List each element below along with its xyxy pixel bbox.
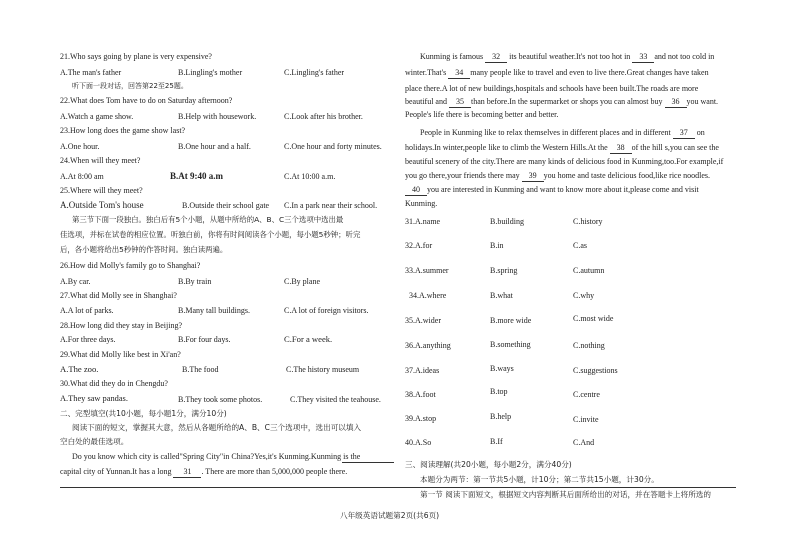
choice-36-b: B.something	[490, 340, 531, 349]
choice-38-c: C.centre	[573, 390, 600, 399]
choice-36-a: 36.A.anything	[405, 341, 451, 350]
blank-40: 40	[405, 185, 427, 196]
q23-option-b: B.One hour and a half.	[178, 142, 251, 151]
p1-l1-pre: Kunming is famous	[420, 52, 486, 61]
p2-l1-pre: People in Kunming like to relax themselves in different places and in different	[420, 128, 673, 137]
p1-l1-post2: and not too cold in	[654, 52, 715, 61]
q21-option-c: C.Lingling's father	[284, 68, 345, 77]
q29-option-a: A.The zoo.	[60, 364, 99, 374]
q24-text: 24.When will they meet?	[60, 156, 141, 165]
q26-option-a: A.By car.	[60, 277, 91, 286]
blank-37: 37	[673, 128, 695, 139]
q22-option-b: B.Help with housework.	[178, 112, 257, 121]
blank-32: 32	[485, 52, 507, 63]
passage-line-2	[60, 467, 347, 478]
p2-l5-post: you are interested in Kunming and want to know more about it,please come and visit	[427, 185, 699, 194]
choice-35-c: C.most wide	[573, 314, 614, 323]
part3-subtitle: 本题分为两节：第一节共5小题，计10分；第二节共15小题，计30分。	[420, 475, 659, 484]
p1-line-1	[420, 52, 714, 63]
page-footer: 八年级英语试题第2页(共6页)	[340, 511, 440, 520]
p2-line-6: Kunming.	[405, 199, 438, 208]
blank-33: 33	[632, 52, 654, 63]
q21-text: 21.Who says going by plane is very expensive?	[60, 52, 212, 61]
choice-38-a: 38.A.foot	[405, 390, 436, 399]
p1-l2-pre: winter.That's	[405, 68, 449, 77]
choice-39-b: B.help	[490, 412, 512, 421]
blank-36: 36	[665, 97, 687, 108]
choice-38-b: B.top	[490, 387, 508, 396]
q24-option-a: A.At 8:00 am	[60, 172, 104, 181]
part2-instruction-line1: 阅读下面的短文，掌握其大意，然后从各题所给的A、B、C三个选项中，选出可以填入	[72, 423, 362, 432]
section1-instruction: 第一节 阅读下面短文，根据短文内容判断其后面所给出的对话，并在答题卡上将所选的	[420, 490, 711, 499]
p1-l4-pre: beautiful and	[405, 97, 449, 106]
choice-37-b: B.ways	[490, 364, 514, 373]
q30-text: 30.What did they do in Chengdu?	[60, 379, 168, 388]
q30-option-b: B.They took some photos.	[178, 395, 263, 404]
p2-line-5	[405, 185, 699, 196]
part2-title: 二、完型填空(共10小题，每小题1分，满分10分)	[60, 409, 227, 418]
p2-l2-pre: holidays.In winter,people like to climb the Western Hills.At the	[405, 143, 610, 152]
blank-34: 34	[448, 68, 470, 79]
passage-line-2-start: capital city of Yunnan.It has a long	[60, 467, 172, 476]
choice-34-b: B.what	[490, 291, 513, 300]
blank-39: 39	[522, 171, 544, 182]
p1-l1-post: its beautiful weather.It's not too hot in	[507, 52, 633, 61]
q28-option-b: B.For four days.	[178, 335, 231, 344]
choice-39-c: C.invite	[573, 415, 599, 424]
p1-line-3: place there.A lot of new buildings,hospitals and schools have been built.The roads are more	[405, 84, 699, 93]
q27-option-b: B.Many tall buildings.	[178, 306, 250, 315]
choice-37-c: C.suggestions	[573, 366, 618, 375]
q28-option-c: C.For a week.	[284, 334, 333, 344]
p1-l2-post: many people like to travel and even to live there.Great changes have taken	[470, 68, 709, 77]
choice-31-c: C.history	[573, 217, 603, 226]
q24-option-b: B.At 9:40 a.m	[170, 171, 223, 181]
choice-35-a: 35.A.wider	[405, 316, 441, 325]
q26-option-c: C.By plane	[284, 277, 320, 286]
q26-text: 26.How did Molly's family go to Shanghai?	[60, 261, 201, 270]
q25-option-a: A.Outside Tom's house	[60, 200, 144, 210]
p1-line-5: People's life there is becoming better and better.	[405, 110, 559, 119]
choice-32-a: 32.A.for	[405, 241, 433, 250]
p2-line-4	[405, 171, 710, 182]
choice-32-b: B.in	[490, 241, 504, 250]
p2-line-2	[405, 143, 719, 154]
p2-line-1	[420, 128, 705, 139]
p2-l4-pre: you go there,your friends there may	[405, 171, 522, 180]
page-divider	[60, 487, 736, 488]
p1-line-2	[405, 68, 709, 79]
choice-34-c: C.why	[573, 291, 595, 300]
section3-instruction-line2: 佳选项，并标在试卷的相应位置。听独白前，你将有时间阅读各个小题，每小题5秒钟；听完	[60, 230, 361, 239]
passage-line-1: Do you know which city is called"Spring City"in China?Yes,it's Kunming.Kunming is the	[72, 452, 361, 461]
p1-line-4	[405, 97, 718, 108]
q27-option-a: A.A lot of parks.	[60, 306, 114, 315]
choice-33-b: B.spring	[490, 266, 518, 275]
choice-35-b: B.more wide	[490, 316, 532, 325]
q24-option-c: C.At 10:00 a.m.	[284, 172, 336, 181]
part2-instruction-line2: 空白处的最佳选项。	[60, 437, 129, 446]
q27-text: 27.What did Molly see in Shanghai?	[60, 291, 177, 300]
q22-option-a: A.Watch a game show.	[60, 112, 134, 121]
q27-option-c: C.A lot of foreign visitors.	[284, 306, 369, 315]
choice-34-a: 34.A.where	[409, 291, 447, 300]
choice-37-a: 37.A.ideas	[405, 366, 440, 375]
p1-l4-post2: you want.	[686, 97, 719, 106]
choice-33-c: C.autumn	[573, 266, 605, 275]
section3-instruction-line3: 后，各小题将给出5秒钟的作答时间。独白读两遍。	[60, 245, 228, 254]
q26-option-b: B.By train	[178, 277, 212, 286]
choice-36-c: C.nothing	[573, 341, 605, 350]
q29-option-c: C.The history museum	[286, 365, 360, 374]
q21-option-a: A.The man's father	[60, 68, 122, 77]
q29-option-b: B.The food	[182, 365, 219, 374]
part3-title: 三、阅读理解(共20小题，每小题2分，满分40分)	[405, 460, 572, 469]
q30-option-c: C.They visited the teahouse.	[290, 395, 381, 404]
blank-35: 35	[449, 97, 471, 108]
choice-33-a: 33.A.summer	[405, 266, 449, 275]
q25-option-b: B.Outside their school gate	[182, 201, 270, 210]
section3-instruction-line1: 第三节下面一段独白。独白后有5个小题，从题中所给的A、B、C三个选项中选出最	[72, 215, 344, 224]
p1-l4-post: than before.In the supermarket or shops you can almost buy	[470, 97, 665, 106]
p2-l4-post: you home and taste delicious food,like rice noodles.	[543, 171, 711, 180]
p2-l2-post: of the hill s,you can see the	[631, 143, 719, 152]
instruction-22-25: 听下面一段对话，回答第22至25题。	[72, 82, 188, 90]
choice-40-b: B.If	[490, 437, 503, 446]
p2-line-3: beautiful scenery of the city.There are many kinds of delicious food in Kunming,too.For example,if	[405, 157, 724, 166]
q25-option-c: C.In a park near their school.	[284, 201, 378, 210]
q23-text: 23.How long does the game show last?	[60, 126, 186, 135]
q30-option-a: A.They saw pandas.	[60, 394, 128, 403]
choice-31-b: B.building	[490, 217, 525, 226]
q23-option-c: C.One hour and forty minutes.	[284, 142, 382, 151]
choice-31-a: 31.A.name	[405, 217, 441, 226]
q22-option-c: C.Look after his brother.	[284, 112, 363, 121]
passage-line-2-end: . There are more than 5,000,000 people there.	[201, 467, 348, 476]
q28-option-a: A.For three days.	[60, 335, 116, 344]
choice-40-c: C.And	[573, 438, 595, 447]
passage-end-rule	[342, 462, 394, 463]
q21-option-b: B.Lingling's mother	[178, 68, 243, 77]
choice-39-a: 39.A.stop	[405, 414, 437, 423]
q25-text: 25.Where will they meet?	[60, 186, 143, 195]
choice-40-a: 40.A.So	[405, 438, 432, 447]
q23-option-a: A.One hour.	[60, 142, 100, 151]
q29-text: 29.What did Molly like best in Xi'an?	[60, 350, 181, 359]
choice-32-c: C.as	[573, 241, 587, 250]
blank-38: 38	[610, 143, 632, 154]
p2-l1-post: on	[694, 128, 705, 137]
q22-text: 22.What does Tom have to do on Saturday afternoon?	[60, 96, 233, 105]
q28-text: 28.How long did they stay in Beijing?	[60, 321, 182, 330]
blank-31: 31	[173, 467, 201, 478]
